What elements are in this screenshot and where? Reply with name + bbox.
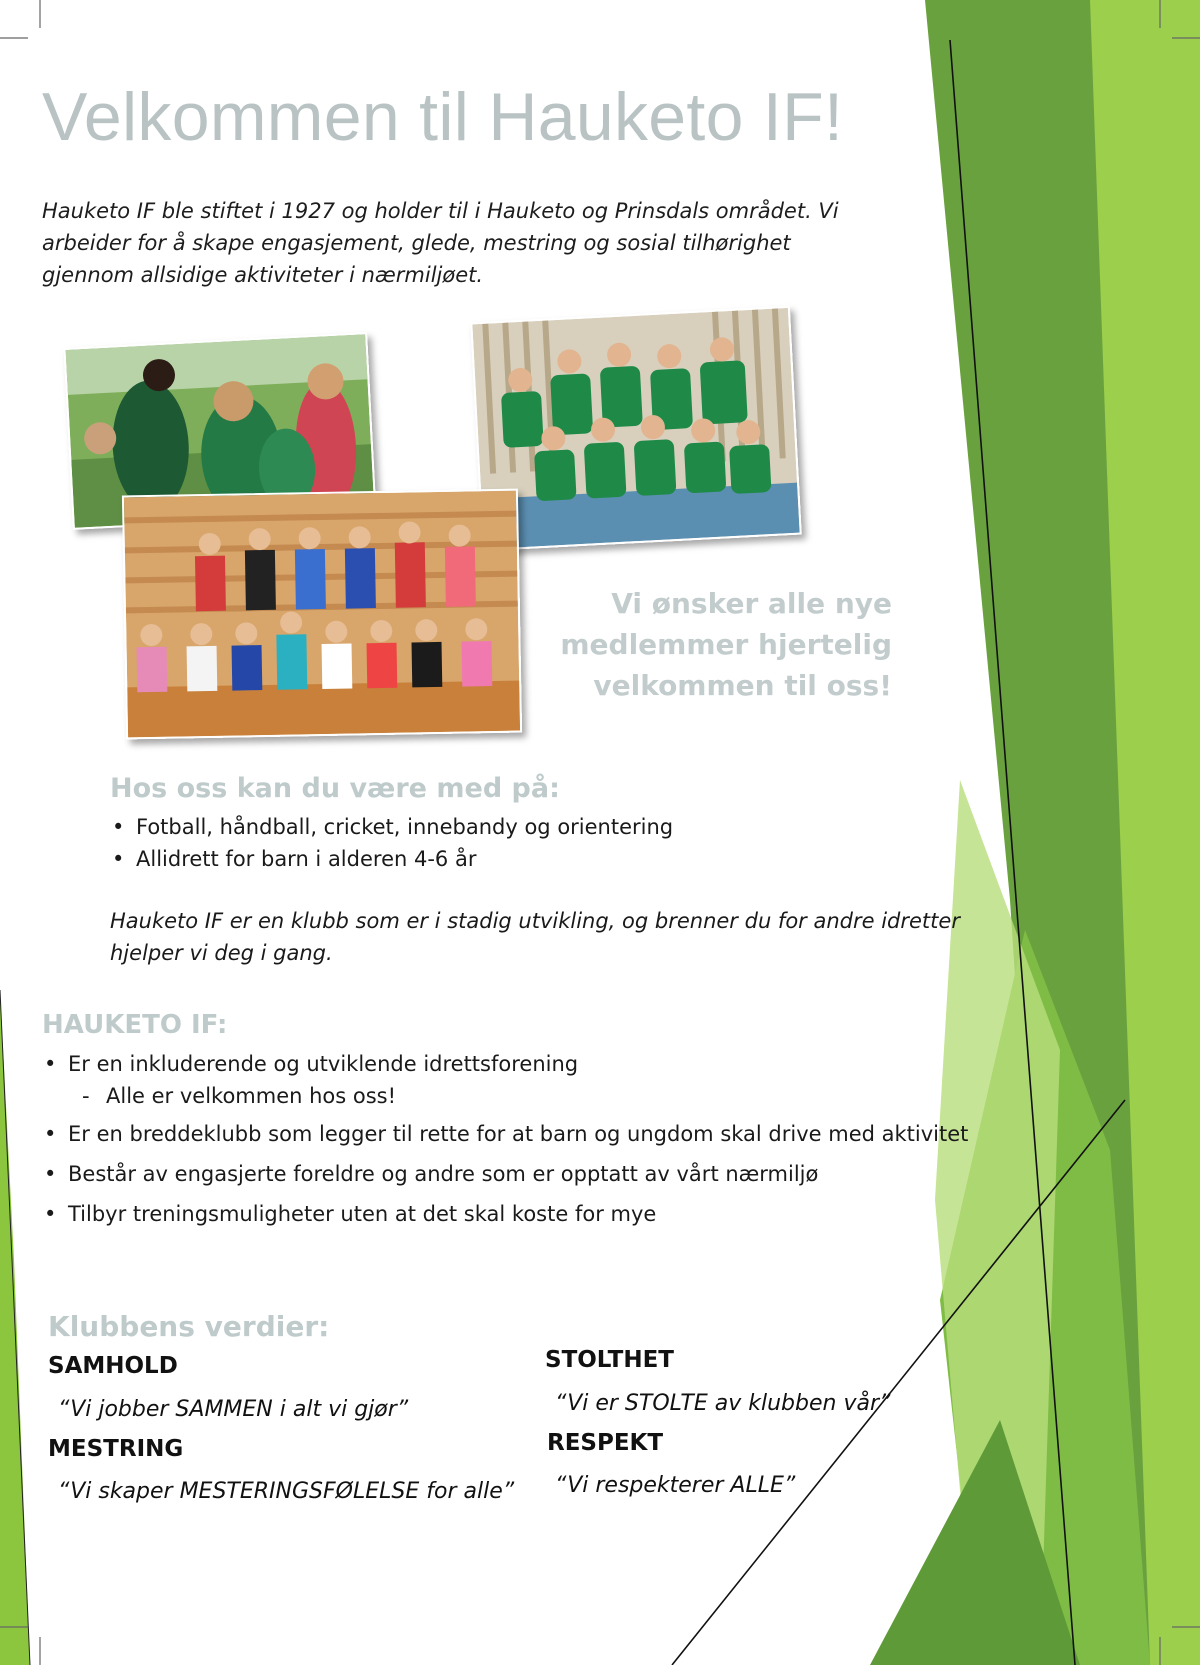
welcome-line-2: medlemmer hjertelig bbox=[560, 628, 892, 661]
hauketo-heading: HAUKETO IF: bbox=[42, 1010, 228, 1040]
list-item: • Er en breddeklubb som legger til rette for at barn og ungdom skal drive med aktivitet bbox=[42, 1118, 1002, 1150]
photo-children-gym bbox=[122, 489, 522, 740]
value-samhold-name: SAMHOLD bbox=[48, 1353, 178, 1379]
list-item: • Fotball, håndball, cricket, innebandy og orientering bbox=[110, 811, 673, 843]
photo-team-green-jerseys bbox=[470, 306, 802, 551]
development-paragraph: Hauketo IF er en klubb som er i stadig utvikling, og brenner du for andre idretter hjelper vi deg i gang. bbox=[110, 909, 960, 965]
list-item: • Allidrett for barn i alderen 4-6 år bbox=[110, 843, 673, 875]
value-stolthet-name: STOLTHET bbox=[545, 1347, 674, 1373]
value-mestring-name: MESTRING bbox=[48, 1436, 184, 1462]
value-respekt-quote: “Vi respekterer ALLE” bbox=[555, 1473, 796, 1498]
activities-heading: Hos oss kan du være med på: bbox=[110, 773, 560, 804]
value-samhold-quote: “Vi jobber SAMMEN i alt vi gjør” bbox=[58, 1397, 409, 1422]
list-item: • Består av engasjerte foreldre og andre som er opptatt av vårt nærmiljø bbox=[42, 1158, 1002, 1190]
value-stolthet-quote: “Vi er STOLTE av klubben vår” bbox=[555, 1391, 891, 1416]
activities-list bbox=[110, 811, 673, 875]
welcome-message bbox=[552, 583, 892, 706]
welcome-line-1: Vi ønsker alle nye bbox=[611, 587, 892, 620]
value-mestring-quote: “Vi skaper MESTERINGSFØLELSE for alle” bbox=[58, 1479, 515, 1504]
intro-paragraph: Hauketo IF ble stiftet i 1927 og holder til i Hauketo og Prinsdals området. Vi arbeider for å skape engasjement, glede, mestring og sosial tilhørighet gjennom allsidige aktiviteter i nærmiljøet. bbox=[42, 199, 839, 287]
welcome-line-3: velkommen til oss! bbox=[593, 669, 892, 702]
list-sub-item: - Alle er velkommen hos oss! bbox=[42, 1080, 1002, 1112]
page-title: Velkommen til Hauketo IF! bbox=[42, 79, 844, 155]
values-heading: Klubbens verdier: bbox=[48, 1310, 330, 1343]
value-respekt-name: RESPEKT bbox=[547, 1430, 664, 1456]
list-item: • Tilbyr treningsmuligheter uten at det skal koste for mye bbox=[42, 1198, 1002, 1230]
hauketo-list bbox=[42, 1048, 1002, 1236]
list-item: • Er en inkluderende og utviklende idrettsforening bbox=[42, 1048, 1002, 1080]
